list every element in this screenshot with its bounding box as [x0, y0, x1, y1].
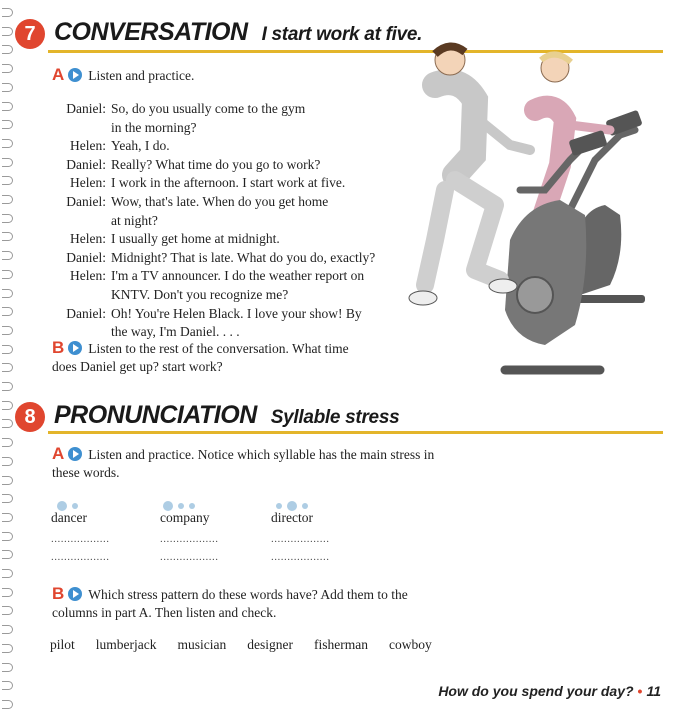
part-letter: B: [52, 584, 65, 603]
word-item: fisherman: [313, 637, 368, 652]
dialogue-text: Really? What time do you go to work?: [111, 156, 321, 172]
answer-blank[interactable]: ..................: [160, 551, 219, 563]
dialogue-continuation: KNTV. Don't you recognize me?: [111, 286, 289, 302]
dialogue-line: [40, 100, 375, 119]
speaker-name: Daniel:: [66, 249, 106, 265]
dialogue-line: [40, 137, 375, 156]
dialogue-text: I usually get home at midnight.: [111, 231, 280, 247]
answer-blank[interactable]: ..................: [271, 551, 330, 563]
audio-play-icon[interactable]: [68, 68, 82, 82]
part-a-instruction: [52, 445, 434, 482]
section-subtitle: I start work at five.: [261, 24, 423, 45]
answer-blank[interactable]: ..................: [51, 551, 110, 563]
speaker-name: Daniel:: [66, 193, 106, 209]
instruction-text: does Daniel get up? start work?: [52, 359, 223, 374]
part-b-instruction: [52, 339, 349, 376]
section-title: [54, 18, 422, 47]
part-letter: B: [52, 338, 65, 357]
section-rule: [48, 431, 663, 434]
dialogue-line: [40, 230, 375, 249]
word-list: [50, 637, 432, 653]
audio-play-icon[interactable]: [68, 447, 82, 461]
dialogue-line: [40, 193, 375, 212]
speaker-name: Daniel:: [66, 101, 106, 116]
dialogue-text: Midnight? That is late. What do you do, exactly?: [111, 249, 376, 265]
dialogue-line: [40, 249, 375, 268]
speaker-name: Daniel:: [66, 156, 106, 172]
speaker-name: Helen:: [70, 175, 106, 191]
answer-blank[interactable]: ..................: [51, 533, 110, 545]
answer-blank[interactable]: ..................: [271, 533, 330, 545]
dialogue-continuation: the way, I'm Daniel. . . .: [111, 324, 240, 340]
instruction-text: Listen and practice. Notice which syllable has the main stress in: [88, 447, 435, 462]
footer-text: How do you spend your day?: [438, 683, 634, 699]
part-letter: A: [52, 65, 65, 84]
dialogue-continuation: at night?: [111, 212, 158, 228]
word-item: pilot: [50, 637, 75, 652]
word-item: designer: [247, 637, 293, 652]
stress-pattern-icon: [57, 497, 83, 511]
section-subtitle: Syllable stress: [270, 407, 400, 428]
dialogue-line: [40, 305, 375, 324]
speaker-name: Helen:: [70, 231, 106, 247]
word-item: musician: [177, 637, 227, 652]
column-word: director: [271, 510, 313, 525]
spiral-binding: [0, 0, 14, 718]
part-letter: A: [52, 444, 65, 463]
dialogue-text: I work in the afternoon. I start work at five.: [111, 175, 346, 191]
section-number-badge: 7: [15, 19, 45, 49]
page-number: 11: [646, 683, 661, 699]
stress-pattern-icon: [163, 497, 200, 511]
instruction-text: these words.: [52, 465, 120, 480]
exercise-bikes-illustration: [395, 40, 670, 375]
instruction-text: Listen to the rest of the conversation. What time: [88, 341, 349, 356]
section-heading: CONVERSATION: [54, 18, 248, 46]
column-word: company: [160, 510, 210, 525]
speaker-name: Helen:: [70, 138, 106, 154]
dialogue-line: [40, 267, 375, 286]
instruction-text: Listen and practice.: [88, 68, 195, 83]
dialogue-text: So, do you usually come to the gym: [111, 101, 306, 116]
dialogue-text: Wow, that's late. When do you get home: [111, 193, 329, 209]
speaker-name: Daniel:: [66, 305, 106, 321]
audio-play-icon[interactable]: [68, 587, 82, 601]
instruction-text: Which stress pattern do these words have? Add them to the: [88, 587, 408, 602]
part-b-instruction: [52, 585, 408, 622]
dialogue-text: Yeah, I do.: [111, 138, 170, 154]
page-footer: [438, 683, 661, 699]
dialogue-continuation: in the morning?: [111, 119, 197, 135]
dialogue-line: [40, 174, 375, 193]
dialogue: [40, 100, 375, 342]
section-heading: PRONUNCIATION: [54, 401, 257, 429]
dialogue-text: I'm a TV announcer. I do the weather report on: [111, 268, 365, 284]
section-title: [54, 401, 399, 430]
stress-pattern-icon: [276, 497, 313, 511]
word-item: cowboy: [388, 637, 432, 652]
audio-play-icon[interactable]: [68, 341, 82, 355]
dialogue-text: Oh! You're Helen Black. I love your show! By: [111, 305, 362, 321]
instruction-text: columns in part A. Then listen and check.: [52, 605, 277, 620]
column-word: dancer: [51, 510, 87, 525]
section-number-badge: 8: [15, 402, 45, 432]
speaker-name: Helen:: [70, 268, 106, 284]
answer-blank[interactable]: ..................: [160, 533, 219, 545]
word-item: lumberjack: [95, 637, 157, 652]
part-a-instruction: [52, 66, 194, 85]
footer-bullet: •: [637, 683, 643, 699]
dialogue-line: [40, 156, 375, 175]
